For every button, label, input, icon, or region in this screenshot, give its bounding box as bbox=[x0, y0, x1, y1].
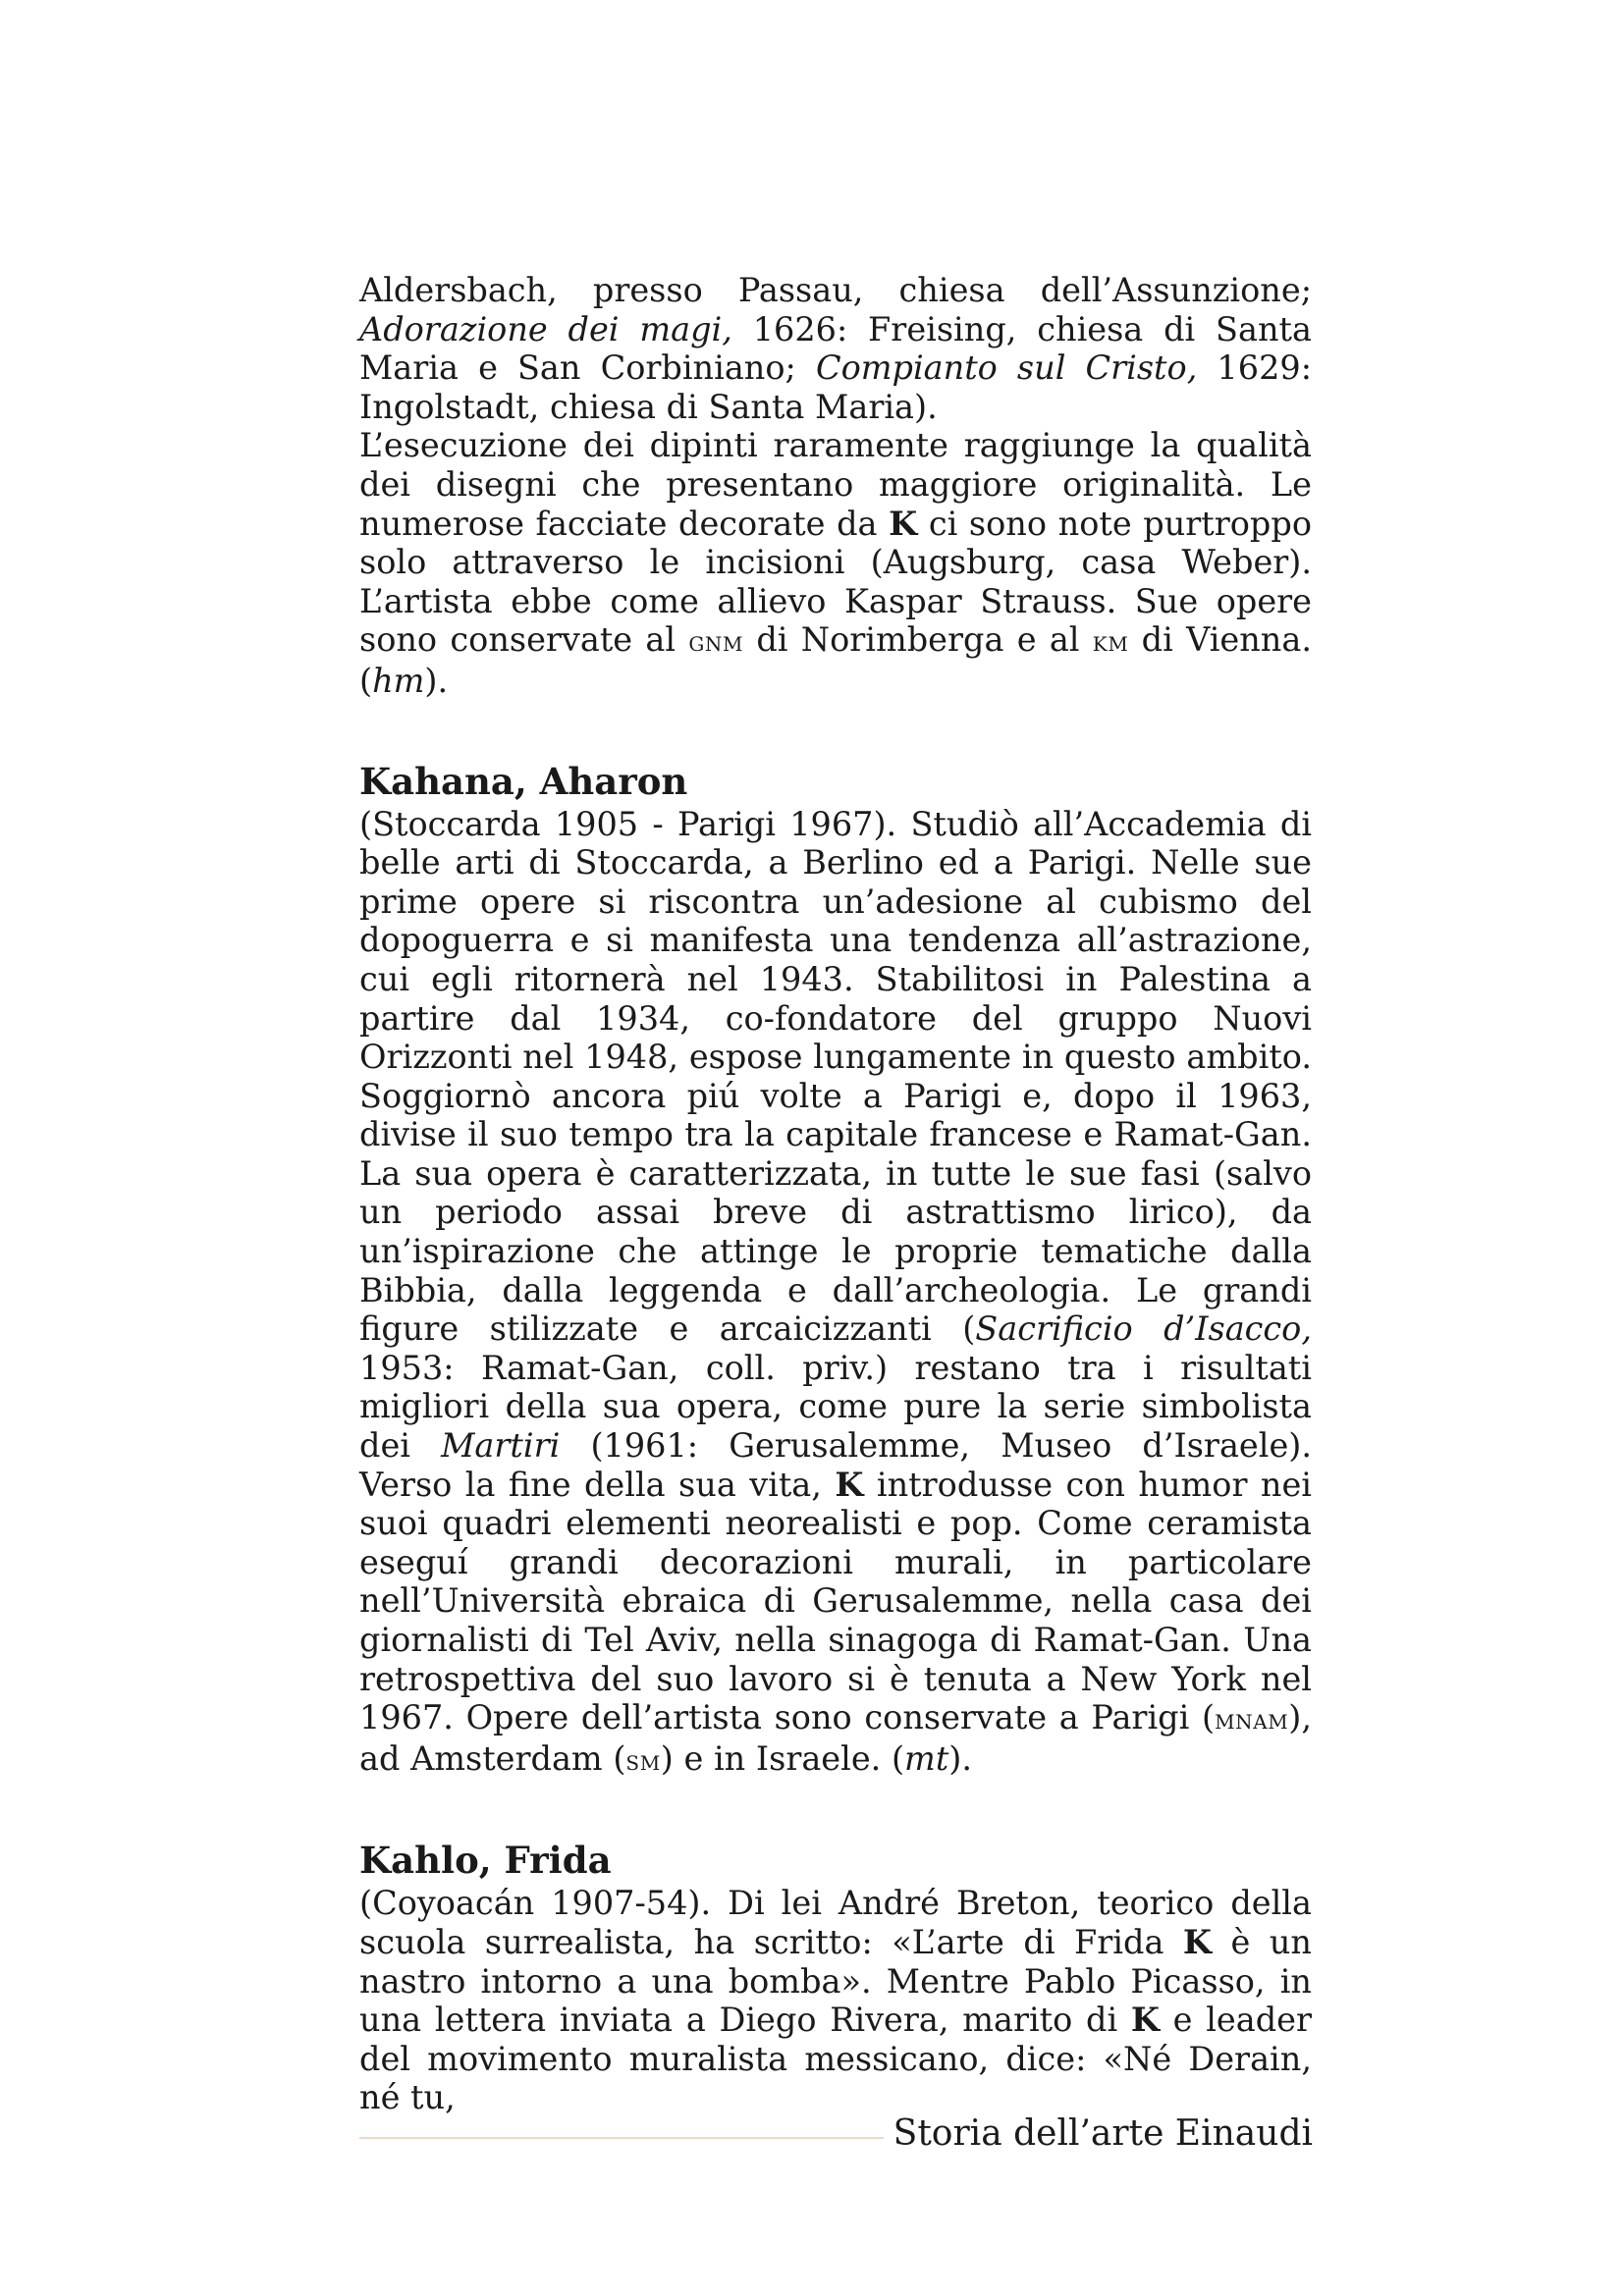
text-run: (Coyoacán 1907-54). Di lei André Breton, teorico della scuola surrealista, ha scritto: «L’arte di Frida bbox=[359, 1884, 1312, 1961]
abbreviation-bold: K bbox=[889, 504, 918, 543]
author-initials: hm bbox=[372, 661, 425, 700]
text-run: introdusse con humor nei suoi quadri elementi neorealisti e pop. Come ceramista eseguí grandi decorazioni murali, in particolare nell’Università ebraica di Gerusalemme, nella casa dei giornalisti di Tel Aviv, nella sinagoga di Ramat-Gan. Una retrospettiva del suo lavoro si è tenuta a New York nel 1967. Opere dell’artista sono conservate a Parigi ( bbox=[359, 1465, 1312, 1737]
artwork-title: Sacrificio d’Isacco, bbox=[975, 1309, 1313, 1349]
museum-abbreviation: gnm bbox=[688, 624, 744, 659]
entry-text bbox=[359, 805, 1312, 1781]
text-run: ). bbox=[424, 661, 449, 700]
document-body bbox=[359, 271, 1312, 2117]
entry-heading: Kahana, Aharon bbox=[359, 759, 688, 803]
paragraph-continuation bbox=[359, 271, 1312, 426]
artwork-title: Martiri bbox=[441, 1426, 561, 1466]
text-run: di Vienna. ( bbox=[359, 620, 1313, 700]
entry-heading: Kahlo, Frida bbox=[359, 1839, 612, 1883]
abbreviation-bold: K bbox=[1130, 2001, 1160, 2040]
text-run: 1629: Ingolstadt, chiesa di Santa Maria). bbox=[359, 348, 1312, 426]
text-run: è un nastro intorno a una bomba». Mentre Pablo Picasso, in una lettera inviata a Diego Rivera, marito di bbox=[359, 1922, 1312, 2040]
entry-text bbox=[359, 1884, 1312, 2117]
text-run: ). bbox=[948, 1738, 972, 1778]
artwork-title: Adorazione dei magi, bbox=[359, 309, 732, 348]
abbreviation-bold: K bbox=[835, 1465, 864, 1504]
museum-abbreviation: mnam bbox=[1215, 1702, 1289, 1736]
abbreviation-bold: K bbox=[1182, 1922, 1213, 1961]
text-run: di Norimberga e al bbox=[743, 620, 1093, 660]
text-run: ci sono note purtroppo solo attraverso le incisioni (Augsburg, casa Weber). L’artista ebbe come allievo Kaspar Strauss. Sue opere sono conservate al bbox=[359, 504, 1312, 660]
text-run: L’esecuzione dei dipinti raramente raggiunge la qualità dei disegni che presentano maggiore originalità. Le numerose facciate decorate da bbox=[359, 426, 1312, 543]
author-initials: mt bbox=[904, 1738, 949, 1778]
museum-abbreviation: km bbox=[1092, 624, 1129, 659]
footer-rule bbox=[359, 2137, 884, 2139]
text-run: ) e in Israele. ( bbox=[660, 1738, 905, 1778]
footer-title: Storia dell’arte Einaudi bbox=[893, 2113, 1313, 2154]
paragraph-body bbox=[359, 426, 1312, 700]
artwork-title: Compianto sul Cristo, bbox=[815, 348, 1198, 388]
text-run: ), ad Amsterdam ( bbox=[359, 1698, 1312, 1778]
text-run: (Stoccarda 1905 - Parigi 1967). Studiò all’Accademia di belle arti di Stoccarda, a Berlino ed a Parigi. Nelle sue prime opere si riscontra un’adesione al cubismo del dopoguerra e si manifesta una tendenza all’astrazione, cui egli ritornerà nel 1943. Stabilitosi in Palestina a partire dal 1934, co-fondatore del gruppo Nuovi Orizzonti nel 1948, espose lungamente in questo ambito. Soggiornò ancora piú volte a Parigi e, dopo il 1963, divise il suo tempo tra la capitale francese e Ramat-Gan. La sua opera è caratterizzata, in tutte le sue fasi (salvo un periodo assai breve di astrattismo lirico), da un’ispirazione che attinge le proprie tematiche dalla Bibbia, dalla leggenda e dall’archeologia. Le grandi figure stilizzate e arcaicizzanti ( bbox=[359, 804, 1312, 1349]
text-run: e leader del movimento muralista messicano, dice: «Né Derain, né tu, bbox=[359, 2001, 1312, 2117]
text-run: Aldersbach, presso Passau, chiesa dell’Assunzione; bbox=[359, 271, 1312, 309]
text-run: 1953: Ramat-Gan, coll. priv.) restano tra i risultati migliori della sua opera, come pure la serie simbolista dei bbox=[359, 1348, 1312, 1466]
museum-abbreviation: sm bbox=[625, 1742, 661, 1777]
text-run: 1626: Freising, chiesa di Santa Maria e San Corbiniano; bbox=[359, 309, 1312, 388]
text-run: (1961: Gerusalemme, Museo d’Israele). Verso la fine della sua vita, bbox=[359, 1426, 1312, 1504]
